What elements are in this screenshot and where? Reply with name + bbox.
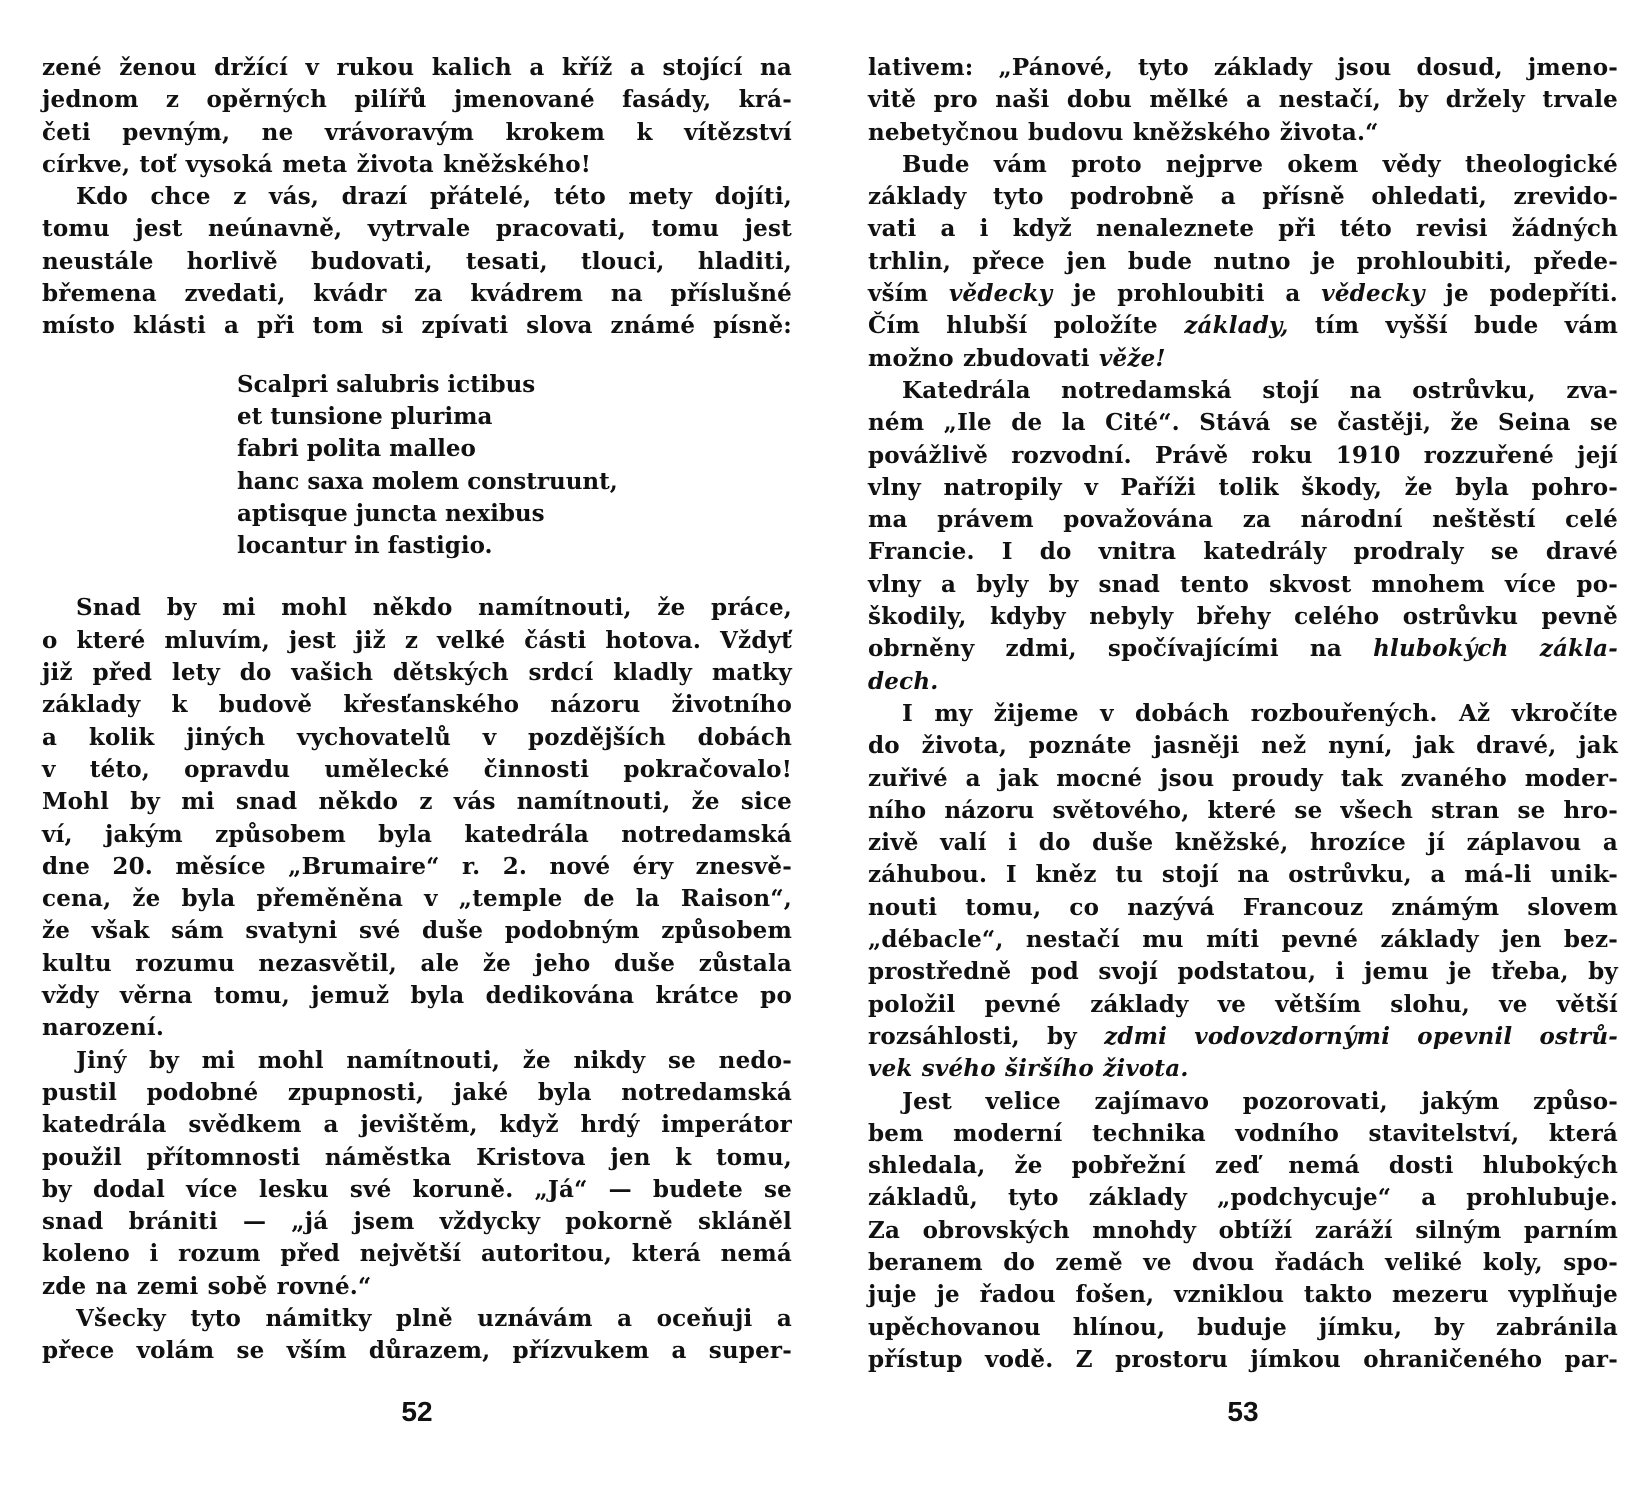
text-line: základy k budově křesťanského názoru životního [42, 691, 792, 719]
paragraph-start-line: I my žijeme v dobách rozbouřených. Až vkročíte [902, 699, 1618, 727]
text-line: použil přítomnosti náměstka Kristova jen k tomu, [42, 1143, 792, 1171]
text-line: nebetyčnou budovu kněžského života.“ [868, 118, 1379, 146]
text-line: kultu rozumu nezasvětil, ale že jeho duše zůstala [42, 949, 792, 977]
text-run: je prohloubiti a [1052, 280, 1322, 308]
text-line [868, 666, 1618, 698]
text-line: církve, toť vysoká meta života kněžského! [42, 150, 592, 178]
text-line: tomu jest neúnavně, vytrvale pracovati, tomu jest [42, 215, 792, 243]
text-line: do života, poznáte jasněji než nyní, jak dravé, jak [868, 732, 1618, 760]
emphasis-text: věže! [1098, 344, 1166, 372]
emphasis-text: dech. [868, 667, 939, 695]
text-line: přece volám se vším důrazem, přízvukem a super- [42, 1337, 792, 1365]
text-run: vším [868, 280, 949, 308]
emphasis-text: hlubokých zákla- [1373, 635, 1618, 663]
text-line: vati a i když nenaleznete při této revisi žádných [868, 215, 1618, 243]
text-line [868, 1053, 1618, 1085]
poem-line: locantur in fastigio. [237, 532, 493, 560]
paragraph-start-line: Katedrála notredamská stojí na ostrůvku, zva- [902, 376, 1618, 404]
text-line: ném „Ile de la Cité“. Stává se častěji, že Seina se [868, 409, 1618, 437]
text-line: vlny natropily v Paříži tolik škody, že byla pohro- [868, 473, 1618, 501]
text-line: juje je řadou fošen, vzniklou takto mezeru vyplňuje [868, 1281, 1618, 1309]
text-line: a kolik jiných vychovatelů v pozdějších dobách [42, 723, 792, 751]
text-line: jednom z opěrných pilířů jmenované fasády, krá- [42, 86, 792, 114]
text-line: Mohl by mi snad někdo z vás namítnouti, že sice [42, 788, 792, 816]
emphasis-text: zdmi vodovzdornými opevnil ostrů- [1104, 1022, 1618, 1050]
text-line: koleno i rozum před největší autoritou, která nemá [42, 1240, 792, 1268]
text-line: bem moderní technika vodního stavitelství, která [868, 1119, 1618, 1147]
text-line [868, 310, 1618, 342]
text-line [868, 633, 1618, 665]
text-line: prostředně pod svojí podstatou, i jemu je třeba, by [868, 958, 1618, 986]
text-line: již před lety do vašich dětských srdcí kladly matky [42, 659, 792, 687]
text-run: je podepříti. [1424, 280, 1618, 308]
text-line: lativem: „Pánové, tyto základy jsou dosud, jmeno- [868, 54, 1618, 81]
paragraph-start-line: Jiný by mi mohl namítnouti, že nikdy se nedo- [76, 1046, 792, 1074]
left-page-text-continued [42, 592, 792, 1367]
page-number: 53 [1227, 1396, 1259, 1427]
text-line: shledala, že pobřežní zeď nemá dosti hlubokých [868, 1152, 1618, 1180]
text-line: břemena zvedati, kvádr za kvádrem na příslušné [42, 280, 792, 308]
right-page-text [868, 52, 1618, 1376]
text-line: upěchovanou hlínou, buduje jímku, by zabránila [868, 1313, 1618, 1341]
text-run: možno zbudovati [868, 344, 1099, 372]
text-line: četi pevným, ne vrávoravým krokem k vítězství [42, 118, 792, 146]
text-line: Za obrovských mnohdy obtíží zaráží silným parním [868, 1216, 1618, 1244]
text-line [868, 278, 1618, 310]
text-line: povážlivě rozvodní. Právě roku 1910 rozzuřené její [868, 441, 1618, 469]
text-line [868, 343, 1618, 375]
text-line: základy tyto podrobně a přísně ohledati, zrevido- [868, 183, 1618, 211]
text-line: v této, opravdu umělecké činnosti pokračovalo! [42, 755, 792, 783]
poem-line: Scalpri salubris ictibus [237, 370, 536, 398]
text-run: obrněny zdmi, spočívajícími na [868, 635, 1374, 663]
emphasis-text: vědecky [948, 280, 1053, 308]
right-page [868, 52, 1618, 1432]
text-run: rozsáhlosti, by [868, 1022, 1105, 1050]
emphasis-text: vek svého širšího života. [868, 1055, 1189, 1083]
text-run: tím vyšší bude vám [1288, 312, 1618, 340]
text-line: vždy věrna tomu, jemuž byla dedikována krátce po [42, 982, 792, 1010]
text-line: místo klásti a při tom si zpívati slova známé písně: [42, 312, 792, 340]
text-line: snad brániti — „já jsem vždycky pokorně skláněl [42, 1208, 792, 1236]
text-line: narození. [42, 1014, 165, 1042]
poem-line: aptisque juncta nexibus [237, 499, 545, 527]
text-run: Čím hlubší položíte [868, 312, 1185, 340]
text-line [868, 1021, 1618, 1053]
text-line: neustále horlivě budovati, tesati, tlouci, hladiti, [42, 247, 792, 275]
text-line: vlny a byly by snad tento skvost mnohem více po- [868, 570, 1618, 598]
text-line: ma právem považována za národní neštěstí celé [868, 506, 1618, 534]
text-line: ního názoru světového, které se všech stran se hro- [868, 796, 1618, 824]
poem-line: et tunsione plurima [237, 402, 493, 430]
paragraph-start-line: Kdo chce z vás, drazí přátelé, této mety dojíti, [76, 183, 792, 211]
text-line: přístup vodě. Z prostoru jímkou ohraničeného par- [868, 1345, 1618, 1373]
text-line: by dodal více lesku své koruně. „Já“ — budete se [42, 1175, 792, 1203]
text-line: Francie. I do vnitra katedrály prodraly se dravé [868, 538, 1618, 566]
text-line: „débacle“, nestačí mu míti pevné základy jen bez- [868, 926, 1618, 954]
page-number: 52 [401, 1396, 433, 1427]
paragraph-start-line: Snad by mi mohl někdo namítnouti, že práce, [76, 594, 792, 622]
paragraph-start-line: Bude vám proto nejprve okem vědy theologické [902, 150, 1618, 178]
text-line: trhlin, přece jen bude nutno je prohloubiti, přede- [868, 247, 1618, 275]
text-line: dne 20. měsíce „Brumaire“ r. 2. nové éry znesvě- [42, 852, 792, 880]
text-line: ví, jakým způsobem byla katedrála notredamská [42, 820, 792, 848]
text-line: vitě pro naši dobu mělké a nestačí, by držely trvale [868, 86, 1618, 114]
poem-line: hanc saxa molem construunt, [237, 467, 618, 495]
latin-hymn-quote [237, 369, 792, 563]
poem-line: fabri polita malleo [237, 435, 476, 463]
text-line: o které mluvím, jest již z velké části hotova. Vždyť [42, 626, 792, 654]
text-line: základů, tyto základy „podchycuje“ a prohlubuje. [868, 1184, 1618, 1212]
text-line: pustil podobné zpupnosti, jaké byla notredamská [42, 1078, 792, 1106]
left-page [42, 52, 792, 1432]
left-page-text [42, 52, 792, 343]
text-line: že však sám svatyni své duše podobným způsobem [42, 917, 792, 945]
text-line: škodily, kdyby nebyly břehy celého ostrůvku pevně [868, 603, 1618, 631]
paragraph-start-line: Všecky tyto námitky plně uznávám a oceňuji a [76, 1304, 792, 1332]
text-line: katedrála svědkem a jevištěm, když hrdý imperátor [42, 1111, 792, 1139]
text-line: nouti tomu, co nazývá Francouz známým slovem [868, 893, 1618, 921]
text-line: zené ženou držící v rukou kalich a kříž a stojící na [42, 54, 792, 81]
text-line: zuřivé a jak mocné jsou proudy tak zvaného moder- [868, 764, 1618, 792]
text-line: zde na zemi sobě rovné.“ [42, 1272, 372, 1300]
emphasis-text: vědecky [1321, 280, 1425, 308]
emphasis-text: základy, [1184, 312, 1289, 340]
text-line: beranem do země ve dvou řadách veliké koly, spo- [868, 1248, 1618, 1276]
text-line: cena, že byla přeměněna v „temple de la Raison“, [42, 885, 792, 913]
paragraph-start-line: Jest velice zajímavo pozorovati, jakým způso- [902, 1087, 1618, 1115]
text-line: záhubou. I kněz tu stojí na ostrůvku, a má-li unik- [868, 861, 1618, 889]
text-line: položil pevné základy ve větším slohu, ve větší [868, 990, 1618, 1018]
text-line: zivě valí i do duše kněžské, hrozíce jí záplavou a [868, 829, 1618, 857]
